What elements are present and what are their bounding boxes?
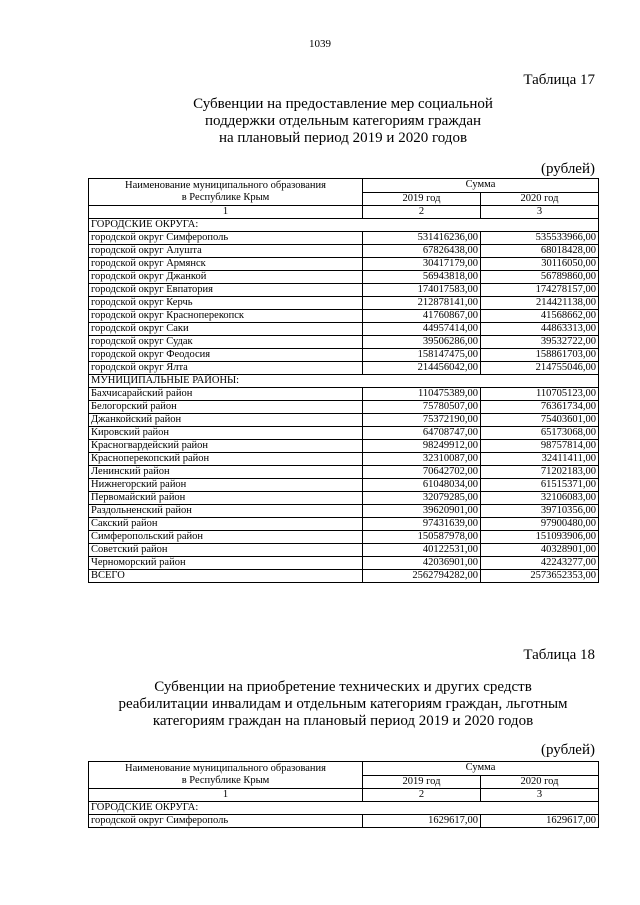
row-value-2019: 174017583,00 (363, 284, 481, 297)
table-row (89, 453, 599, 466)
row-value-2019: 44957414,00 (363, 323, 481, 336)
row-value-2020: 61515371,00 (481, 479, 599, 492)
row-value-2020: 214421138,00 (481, 297, 599, 310)
total-label: ВСЕГО (89, 570, 363, 583)
table-row (89, 518, 599, 531)
row-name: городской округ Симферополь (89, 232, 363, 245)
row-name: Сакский район (89, 518, 363, 531)
row-value-2020: 68018428,00 (481, 245, 599, 258)
row-value-2020: 42243277,00 (481, 557, 599, 570)
table-17-title (88, 96, 598, 147)
header-municipality-line-1: Наименование муниципального образования (125, 180, 326, 191)
row-name: Симферопольский район (89, 531, 363, 544)
column-index-1: 1 (89, 789, 363, 802)
column-index-1: 1 (89, 206, 363, 219)
table-18-title-line-3: категориям граждан на плановый период 2019 и 2020 годов (152, 713, 534, 729)
row-name: Раздольненский район (89, 505, 363, 518)
row-name: Джанкойский район (89, 414, 363, 427)
row-name: городской округ Ялта (89, 362, 363, 375)
table-row (89, 544, 599, 557)
row-value-2019: 75780507,00 (363, 401, 481, 414)
row-value-2020: 1629617,00 (481, 815, 599, 828)
table-18-units: (рублей) (540, 742, 595, 758)
row-value-2020: 32411411,00 (481, 453, 599, 466)
group-urban-districts: ГОРОДСКИЕ ОКРУГА: (89, 802, 599, 815)
row-value-2019: 42036901,00 (363, 557, 481, 570)
row-value-2020: 535533966,00 (481, 232, 599, 245)
row-value-2020: 97900480,00 (481, 518, 599, 531)
group-urban-districts: ГОРОДСКИЕ ОКРУГА: (89, 219, 599, 232)
column-index-2: 2 (363, 789, 481, 802)
table-17-body (89, 219, 599, 583)
row-value-2019: 61048034,00 (363, 479, 481, 492)
row-value-2020: 174278157,00 (481, 284, 599, 297)
row-value-2019: 41760867,00 (363, 310, 481, 323)
row-value-2020: 41568662,00 (481, 310, 599, 323)
group-municipal-districts: МУНИЦИПАЛЬНЫЕ РАЙОНЫ: (89, 375, 599, 388)
table-17-label: Таблица 17 (523, 72, 595, 88)
page-number: 1039 (309, 38, 331, 50)
row-name: Первомайский район (89, 492, 363, 505)
row-value-2019: 56943818,00 (363, 271, 481, 284)
table-18-body (89, 802, 599, 828)
row-value-2019: 214456042,00 (363, 362, 481, 375)
table-row (89, 323, 599, 336)
header-municipality (89, 762, 363, 789)
row-name: Кировский район (89, 427, 363, 440)
table-17-title-line-2: поддержки отдельным категориям граждан (204, 113, 482, 129)
row-value-2019: 70642702,00 (363, 466, 481, 479)
row-value-2019: 1629617,00 (363, 815, 481, 828)
table-row (89, 505, 599, 518)
row-name: городской округ Саки (89, 323, 363, 336)
row-name: Ленинский район (89, 466, 363, 479)
row-value-2020: 75403601,00 (481, 414, 599, 427)
table-row (89, 349, 599, 362)
row-name: Красноперекопский район (89, 453, 363, 466)
table-row (89, 388, 599, 401)
row-value-2019: 531416236,00 (363, 232, 481, 245)
table-row (89, 466, 599, 479)
row-name: Красногвардейский район (89, 440, 363, 453)
header-year-2019: 2019 год (363, 192, 481, 206)
row-value-2019: 40122531,00 (363, 544, 481, 557)
table-row (89, 401, 599, 414)
table-18-title (88, 679, 598, 730)
row-value-2019: 32079285,00 (363, 492, 481, 505)
row-value-2020: 71202183,00 (481, 466, 599, 479)
table-row (89, 815, 599, 828)
column-index-3: 3 (481, 789, 599, 802)
row-name: городской округ Армянск (89, 258, 363, 271)
row-name: городской округ Керчь (89, 297, 363, 310)
row-value-2020: 110705123,00 (481, 388, 599, 401)
row-value-2020: 44863313,00 (481, 323, 599, 336)
row-value-2020: 39710356,00 (481, 505, 599, 518)
row-value-2019: 110475389,00 (363, 388, 481, 401)
row-name: Бахчисарайский район (89, 388, 363, 401)
row-name: городской округ Красноперекопск (89, 310, 363, 323)
table-row (89, 258, 599, 271)
row-value-2020: 65173068,00 (481, 427, 599, 440)
table-18-title-line-2: реабилитации инвалидам и отдельным категориям граждан, льготным (118, 696, 568, 712)
header-sum: Сумма (363, 762, 599, 776)
table-row (89, 245, 599, 258)
row-name: Нижнегорский район (89, 479, 363, 492)
row-name: городской округ Евпатория (89, 284, 363, 297)
header-municipality-line-2: в Республике Крым (181, 775, 270, 786)
row-value-2020: 32106083,00 (481, 492, 599, 505)
row-value-2019: 39620901,00 (363, 505, 481, 518)
row-value-2019: 30417179,00 (363, 258, 481, 271)
table-row (89, 284, 599, 297)
row-value-2019: 64708747,00 (363, 427, 481, 440)
table-row (89, 310, 599, 323)
table-row (89, 531, 599, 544)
column-index-2: 2 (363, 206, 481, 219)
row-value-2020: 30116050,00 (481, 258, 599, 271)
row-name: городской округ Феодосия (89, 349, 363, 362)
row-value-2019: 67826438,00 (363, 245, 481, 258)
row-name: городской округ Симферополь (89, 815, 363, 828)
row-value-2020: 40328901,00 (481, 544, 599, 557)
table-18 (88, 761, 599, 828)
row-value-2020: 151093906,00 (481, 531, 599, 544)
table-row (89, 336, 599, 349)
row-name: Советский район (89, 544, 363, 557)
row-name: городской округ Алушта (89, 245, 363, 258)
header-year-2020: 2020 год (481, 775, 599, 789)
row-value-2019: 212878141,00 (363, 297, 481, 310)
table-17-title-line-1: Субвенции на предоставление мер социальной (193, 96, 493, 112)
row-value-2019: 32310087,00 (363, 453, 481, 466)
row-value-2019: 39506286,00 (363, 336, 481, 349)
table-17-units: (рублей) (540, 161, 595, 177)
header-sum: Сумма (363, 179, 599, 193)
table-row (89, 232, 599, 245)
row-value-2019: 97431639,00 (363, 518, 481, 531)
row-value-2020: 76361734,00 (481, 401, 599, 414)
row-name: Белогорский район (89, 401, 363, 414)
table-row (89, 427, 599, 440)
row-name: Черноморский район (89, 557, 363, 570)
total-value-2019: 2562794282,00 (363, 570, 481, 583)
table-row (89, 362, 599, 375)
column-index-3: 3 (481, 206, 599, 219)
row-value-2020: 56789860,00 (481, 271, 599, 284)
table-17-title-line-3: на плановый период 2019 и 2020 годов (218, 130, 468, 146)
row-value-2019: 158147475,00 (363, 349, 481, 362)
row-value-2019: 98249912,00 (363, 440, 481, 453)
row-value-2020: 98757814,00 (481, 440, 599, 453)
header-year-2020: 2020 год (481, 192, 599, 206)
table-18-label: Таблица 18 (523, 647, 595, 663)
table-row (89, 414, 599, 427)
row-value-2020: 214755046,00 (481, 362, 599, 375)
total-value-2020: 2573652353,00 (481, 570, 599, 583)
table-18-title-line-1: Субвенции на приобретение технических и других средств (154, 679, 532, 695)
row-value-2019: 75372190,00 (363, 414, 481, 427)
row-name: городской округ Судак (89, 336, 363, 349)
table-row (89, 557, 599, 570)
total-row (89, 570, 599, 583)
table-17 (88, 178, 599, 583)
header-municipality (89, 179, 363, 206)
header-municipality-line-2: в Республике Крым (181, 192, 270, 203)
table-row (89, 440, 599, 453)
row-value-2020: 158861703,00 (481, 349, 599, 362)
header-municipality-line-1: Наименование муниципального образования (125, 763, 326, 774)
table-row (89, 297, 599, 310)
row-value-2020: 39532722,00 (481, 336, 599, 349)
row-value-2019: 150587978,00 (363, 531, 481, 544)
row-name: городской округ Джанкой (89, 271, 363, 284)
table-row (89, 479, 599, 492)
table-row (89, 492, 599, 505)
table-row (89, 271, 599, 284)
header-year-2019: 2019 год (363, 775, 481, 789)
